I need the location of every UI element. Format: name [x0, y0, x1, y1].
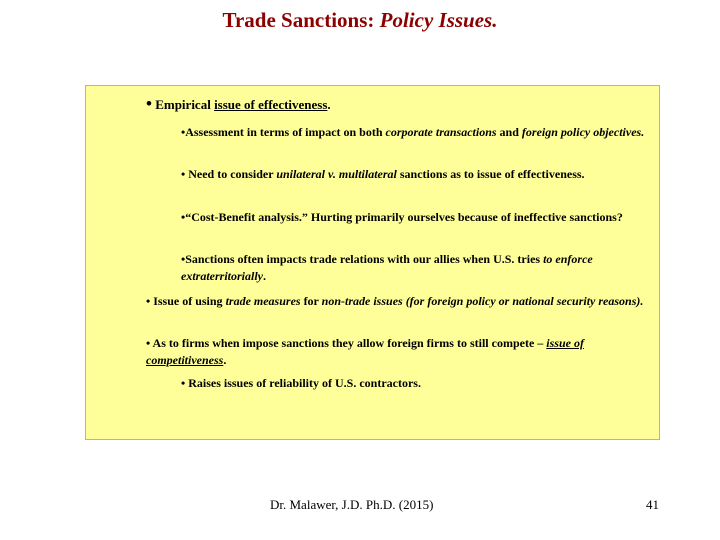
- content-box: [85, 85, 660, 440]
- bullet-4: •“Cost-Benefit analysis.” Hurting primarily ourselves because of ineffective sanctions?: [181, 210, 623, 224]
- bullet-dot-icon: •: [146, 294, 151, 308]
- bullet-1: • Empirical issue of effectiveness.: [146, 94, 331, 113]
- bullet-2: •Assessment in terms of impact on both corporate transactions and foreign policy objectives.: [181, 125, 645, 139]
- bullet-8: • Raises issues of reliability of U.S. contractors.: [181, 376, 421, 390]
- slide-title: [0, 8, 720, 33]
- bullet-7: • As to firms when impose sanctions they allow foreign firms to still compete – issue of competitiveness.: [146, 336, 584, 367]
- bullet-dot-icon: •: [181, 125, 186, 139]
- bullet-dot-icon: •: [181, 210, 186, 224]
- title-emphasis: Policy Issues.: [379, 8, 498, 32]
- bullet-dot-icon: •: [181, 167, 186, 181]
- title-main: Trade Sanctions:: [222, 8, 380, 32]
- bullet-dot-icon: •: [181, 376, 186, 390]
- footer-author: Dr. Malawer, J.D. Ph.D. (2015): [270, 497, 434, 512]
- page-number: 41: [646, 497, 659, 512]
- bullet-3: • Need to consider unilateral v. multilateral sanctions as to issue of effectiveness.: [181, 167, 585, 181]
- bullet-dot-icon: •: [181, 252, 186, 266]
- bullet-5: •Sanctions often impacts trade relations with our allies when U.S. tries to enforce extraterritorially.: [181, 252, 593, 283]
- bullet-dot-icon: •: [146, 94, 152, 113]
- bullet-dot-icon: •: [146, 336, 151, 350]
- bullet-6: • Issue of using trade measures for non-trade issues (for foreign policy or national security reasons).: [146, 294, 644, 308]
